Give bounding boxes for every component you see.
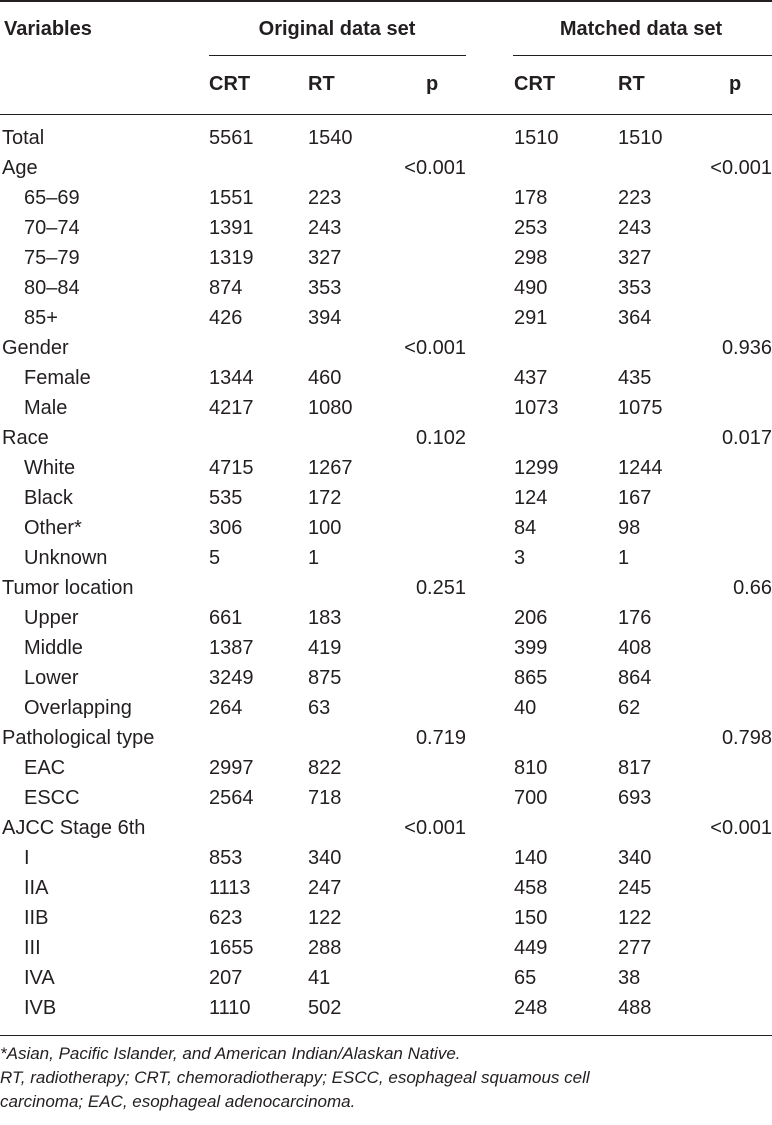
cell-rt-original: 340 xyxy=(308,847,342,869)
cell-rt-original: 394 xyxy=(308,307,342,329)
cell-p-original: 0.251 xyxy=(415,577,466,599)
cell-p-matched: 0.017 xyxy=(721,427,772,449)
cell-crt-original: 426 xyxy=(209,307,243,329)
row-label: Tumor location xyxy=(2,577,134,599)
cell-p-matched: <0.001 xyxy=(710,817,772,839)
cell-crt-original: 306 xyxy=(209,517,243,539)
cell-crt-matched: 490 xyxy=(514,277,548,299)
row-label: IIA xyxy=(24,877,49,899)
cell-crt-original: 1655 xyxy=(209,937,254,959)
cell-crt-matched: 248 xyxy=(514,997,548,1019)
row-label: Male xyxy=(24,397,68,419)
cell-crt-original: 623 xyxy=(209,907,243,929)
cell-rt-matched: 693 xyxy=(618,787,652,809)
cell-rt-original: 875 xyxy=(308,667,342,689)
cell-crt-matched: 458 xyxy=(514,877,548,899)
cell-crt-original: 1110 xyxy=(209,997,251,1019)
cell-rt-original: 243 xyxy=(308,217,342,239)
cell-crt-matched: 3 xyxy=(514,547,526,569)
row-label: Upper xyxy=(24,607,79,629)
cell-rt-original: 172 xyxy=(308,487,342,509)
cell-crt-original: 207 xyxy=(209,967,243,989)
row-label: Middle xyxy=(24,637,83,659)
header-original-data-set: Original data set xyxy=(258,18,416,40)
cell-rt-matched: 167 xyxy=(618,487,652,509)
cell-crt-original: 264 xyxy=(209,697,243,719)
cell-rt-matched: 488 xyxy=(618,997,652,1019)
subheader-rt-matched: RT xyxy=(618,73,645,95)
cell-crt-matched: 65 xyxy=(514,967,537,989)
cell-p-original: 0.102 xyxy=(415,427,466,449)
cell-crt-matched: 178 xyxy=(514,187,548,209)
row-label: EAC xyxy=(24,757,66,779)
cell-p-original: <0.001 xyxy=(404,337,466,359)
row-label: White xyxy=(24,457,76,479)
cell-crt-matched: 1510 xyxy=(514,127,559,149)
footnote-other: *Asian, Pacific Islander, and American Indian/Alaskan Native. xyxy=(0,1044,461,1063)
cell-crt-matched: 298 xyxy=(514,247,548,269)
footnote-abbreviations-cont: carcinoma; EAC, esophageal adenocarcinoma. xyxy=(0,1092,356,1111)
cell-rt-original: 327 xyxy=(308,247,342,269)
cell-rt-original: 100 xyxy=(308,517,342,539)
cell-rt-matched: 38 xyxy=(618,967,641,989)
cell-rt-matched: 1510 xyxy=(618,127,663,149)
row-label: Gender xyxy=(2,337,69,359)
cell-crt-matched: 810 xyxy=(514,757,548,779)
row-label: 80–84 xyxy=(24,277,80,299)
row-label: ESCC xyxy=(24,787,80,809)
cell-rt-matched: 245 xyxy=(618,877,652,899)
row-label: Lower xyxy=(24,667,79,689)
cell-crt-original: 5561 xyxy=(209,127,254,149)
cell-crt-matched: 700 xyxy=(514,787,548,809)
footnote-abbreviations: RT, radiotherapy; CRT, chemoradiotherapy; ESCC, esophageal squamous cell xyxy=(0,1068,590,1087)
cell-rt-original: 460 xyxy=(308,367,342,389)
cell-crt-matched: 291 xyxy=(514,307,548,329)
table-top-rule xyxy=(0,0,772,2)
cell-rt-matched: 408 xyxy=(618,637,652,659)
cell-rt-matched: 122 xyxy=(618,907,652,929)
subheader-rt-original: RT xyxy=(308,73,335,95)
cell-rt-original: 419 xyxy=(308,637,342,659)
cell-rt-matched: 864 xyxy=(618,667,652,689)
original-group-rule xyxy=(209,55,466,56)
cell-rt-original: 41 xyxy=(308,967,331,989)
cell-rt-original: 353 xyxy=(308,277,342,299)
cell-rt-matched: 176 xyxy=(618,607,652,629)
row-label: Black xyxy=(24,487,73,509)
cell-crt-original: 661 xyxy=(209,607,243,629)
cell-crt-original: 4217 xyxy=(209,397,254,419)
row-label: Pathological type xyxy=(2,727,155,749)
row-label: 75–79 xyxy=(24,247,80,269)
cell-rt-original: 223 xyxy=(308,187,342,209)
row-label: IVA xyxy=(24,967,55,989)
header-variables: Variables xyxy=(4,18,92,40)
cell-p-original: 0.719 xyxy=(415,727,466,749)
matched-group-rule xyxy=(513,55,772,56)
header-bottom-rule xyxy=(0,114,772,115)
cell-crt-original: 1551 xyxy=(209,187,254,209)
cell-rt-original: 183 xyxy=(308,607,342,629)
cell-rt-original: 718 xyxy=(308,787,342,809)
cell-rt-matched: 327 xyxy=(618,247,652,269)
cell-rt-matched: 62 xyxy=(618,697,641,719)
cell-rt-matched: 98 xyxy=(618,517,641,539)
cell-rt-matched: 277 xyxy=(618,937,652,959)
cell-rt-matched: 1 xyxy=(618,547,630,569)
table-bottom-rule xyxy=(0,1035,772,1036)
row-label: III xyxy=(24,937,41,959)
cell-crt-matched: 865 xyxy=(514,667,548,689)
cell-p-matched: 0.936 xyxy=(721,337,772,359)
cell-rt-original: 63 xyxy=(308,697,331,719)
cell-rt-original: 1 xyxy=(308,547,320,569)
cell-p-original: <0.001 xyxy=(404,817,466,839)
cell-crt-matched: 206 xyxy=(514,607,548,629)
cell-crt-original: 3249 xyxy=(209,667,254,689)
cell-rt-original: 122 xyxy=(308,907,342,929)
cell-crt-original: 853 xyxy=(209,847,243,869)
cell-crt-original: 535 xyxy=(209,487,243,509)
cell-rt-matched: 353 xyxy=(618,277,652,299)
cell-rt-original: 502 xyxy=(308,997,342,1019)
cell-rt-original: 288 xyxy=(308,937,342,959)
cell-crt-original: 874 xyxy=(209,277,243,299)
row-label: 65–69 xyxy=(24,187,80,209)
cell-p-matched: <0.001 xyxy=(710,157,772,179)
cell-crt-matched: 140 xyxy=(514,847,548,869)
cell-crt-original: 2997 xyxy=(209,757,254,779)
cell-rt-original: 1080 xyxy=(308,397,353,419)
cell-rt-original: 1267 xyxy=(308,457,353,479)
cell-crt-original: 1387 xyxy=(209,637,254,659)
subheader-crt-original: CRT xyxy=(209,73,251,95)
row-label: Race xyxy=(2,427,49,449)
cell-crt-matched: 437 xyxy=(514,367,548,389)
row-label: 85+ xyxy=(24,307,58,329)
row-label: 70–74 xyxy=(24,217,80,239)
cell-crt-original: 1344 xyxy=(209,367,254,389)
cell-crt-original: 5 xyxy=(209,547,221,569)
row-label: IVB xyxy=(24,997,57,1019)
cell-rt-matched: 1244 xyxy=(618,457,663,479)
cell-crt-original: 1391 xyxy=(209,217,254,239)
row-label: Overlapping xyxy=(24,697,132,719)
cell-rt-matched: 223 xyxy=(618,187,652,209)
row-label: Unknown xyxy=(24,547,108,569)
cell-crt-matched: 449 xyxy=(514,937,548,959)
cell-crt-matched: 399 xyxy=(514,637,548,659)
cell-crt-matched: 124 xyxy=(514,487,548,509)
cell-p-matched: 0.798 xyxy=(721,727,772,749)
cell-rt-matched: 340 xyxy=(618,847,652,869)
cell-p-original: <0.001 xyxy=(404,157,466,179)
cell-rt-matched: 817 xyxy=(618,757,652,779)
cell-rt-original: 1540 xyxy=(308,127,353,149)
header-matched-data-set: Matched data set xyxy=(559,18,723,40)
cell-crt-matched: 1299 xyxy=(514,457,559,479)
cell-p-matched: 0.66 xyxy=(733,577,772,599)
row-label: Age xyxy=(2,157,38,179)
row-label: IIB xyxy=(24,907,49,929)
cell-rt-matched: 364 xyxy=(618,307,652,329)
cell-crt-matched: 84 xyxy=(514,517,537,539)
row-label: Total xyxy=(2,127,45,149)
cell-crt-matched: 1073 xyxy=(514,397,559,419)
row-label: Other* xyxy=(24,517,82,539)
row-label: AJCC Stage 6th xyxy=(2,817,146,839)
cell-crt-matched: 150 xyxy=(514,907,548,929)
cell-crt-matched: 40 xyxy=(514,697,537,719)
cell-rt-matched: 435 xyxy=(618,367,652,389)
subheader-p-matched: p xyxy=(729,73,742,95)
cell-crt-original: 2564 xyxy=(209,787,254,809)
row-label: Female xyxy=(24,367,91,389)
cell-crt-original: 4715 xyxy=(209,457,254,479)
cell-crt-original: 1319 xyxy=(209,247,254,269)
subheader-p-original: p xyxy=(426,73,439,95)
cell-crt-original: 1113 xyxy=(209,877,251,899)
cell-rt-original: 247 xyxy=(308,877,342,899)
cell-rt-matched: 1075 xyxy=(618,397,663,419)
cell-crt-matched: 253 xyxy=(514,217,548,239)
subheader-crt-matched: CRT xyxy=(514,73,556,95)
cell-rt-original: 822 xyxy=(308,757,342,779)
cell-rt-matched: 243 xyxy=(618,217,652,239)
row-label: I xyxy=(24,847,30,869)
